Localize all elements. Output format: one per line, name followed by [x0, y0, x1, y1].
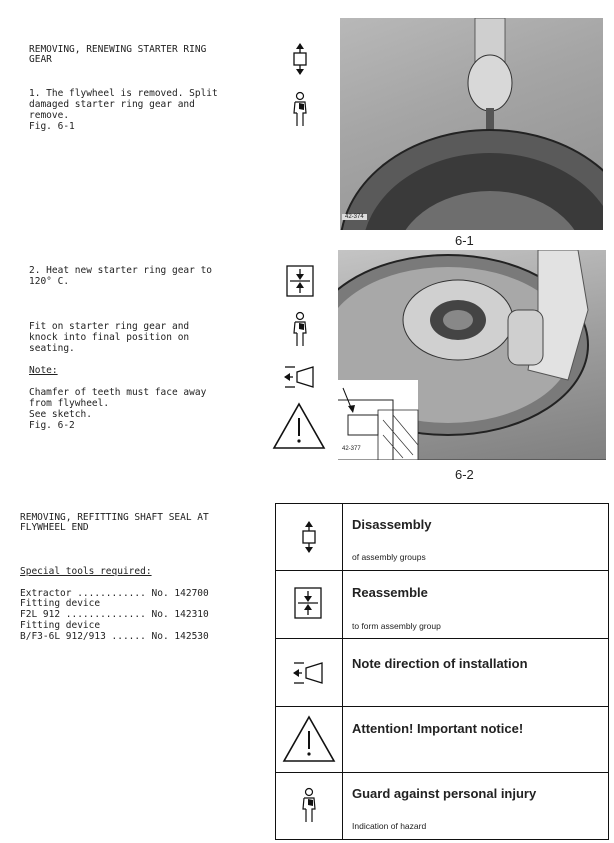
personal-injury-icon [289, 91, 311, 127]
step1-line1: 1. The flywheel is removed. Split [29, 88, 218, 99]
figure-6-1-caption: 6-1 [455, 233, 474, 248]
legend-subtitle: Indication of hazard [352, 821, 427, 831]
step3-line2: knock into final position on [29, 332, 190, 343]
installation-direction-icon [292, 660, 326, 686]
legend-title: Guard against personal injury [352, 786, 537, 801]
legend-row-reassemble [276, 570, 608, 639]
step3-line3: seating. [29, 343, 75, 354]
section3-heading-line1: REMOVING, REFITTING SHAFT SEAL AT [20, 512, 209, 523]
tools-label: Special tools required: [20, 566, 152, 577]
installation-direction-icon [283, 364, 317, 390]
legend-subtitle: to form assembly group [352, 621, 441, 631]
step1-line2: damaged starter ring gear and [29, 99, 195, 110]
personal-injury-icon [298, 787, 320, 823]
tool-line4: Fitting device [20, 620, 101, 631]
warning-triangle-icon [282, 715, 336, 763]
figure-6-2-photo-code: 42-377 [342, 446, 361, 452]
disassembly-icon [297, 520, 321, 554]
figure-6-1-photo [340, 18, 603, 230]
legend-title: Disassembly [352, 517, 432, 532]
tool-line5: B/F3-6L 912/913 ...... No. 142530 [20, 631, 209, 642]
figure-6-2-photo [338, 250, 606, 460]
step3-line1: Fit on starter ring gear and [29, 321, 190, 332]
step2-line2: 120° C. [29, 276, 70, 287]
step1-line3: remove. [29, 110, 70, 121]
figure-6-2-caption: 6-2 [455, 467, 474, 482]
personal-injury-icon [289, 311, 311, 347]
section1-heading-line2: GEAR [29, 54, 52, 65]
reassemble-icon [286, 265, 314, 297]
symbol-legend-table [275, 503, 609, 840]
step2-line1: 2. Heat new starter ring gear to [29, 265, 213, 276]
note-line3: See sketch. [29, 409, 92, 420]
legend-row-installation-direction [276, 638, 608, 707]
legend-title: Reassemble [352, 585, 428, 600]
note-label: Note: [29, 365, 58, 376]
note-line1: Chamfer of teeth must face away [29, 387, 207, 398]
legend-subtitle: of assembly groups [352, 552, 426, 562]
note-line4: Fig. 6-2 [29, 420, 75, 431]
tool-line3: F2L 912 .............. No. 142310 [20, 609, 209, 620]
legend-title: Note direction of installation [352, 656, 528, 671]
disassembly-icon [288, 42, 312, 76]
step1-line4: Fig. 6-1 [29, 121, 75, 132]
tool-line2: Fitting device [20, 598, 101, 609]
figure-6-1-photo-code: 42-374 [342, 214, 367, 220]
legend-row-personal-injury [276, 772, 608, 840]
legend-title: Attention! Important notice! [352, 721, 524, 736]
section1-heading-line1: REMOVING, RENEWING STARTER RING [29, 44, 207, 55]
legend-row-disassembly [276, 504, 608, 570]
warning-triangle-icon [272, 402, 326, 450]
reassemble-icon [294, 587, 322, 619]
section3-heading-line2: FLYWHEEL END [20, 522, 89, 533]
note-line2: from flywheel. [29, 398, 110, 409]
tool-line1: Extractor ............ No. 142700 [20, 588, 209, 599]
legend-row-attention [276, 706, 608, 773]
